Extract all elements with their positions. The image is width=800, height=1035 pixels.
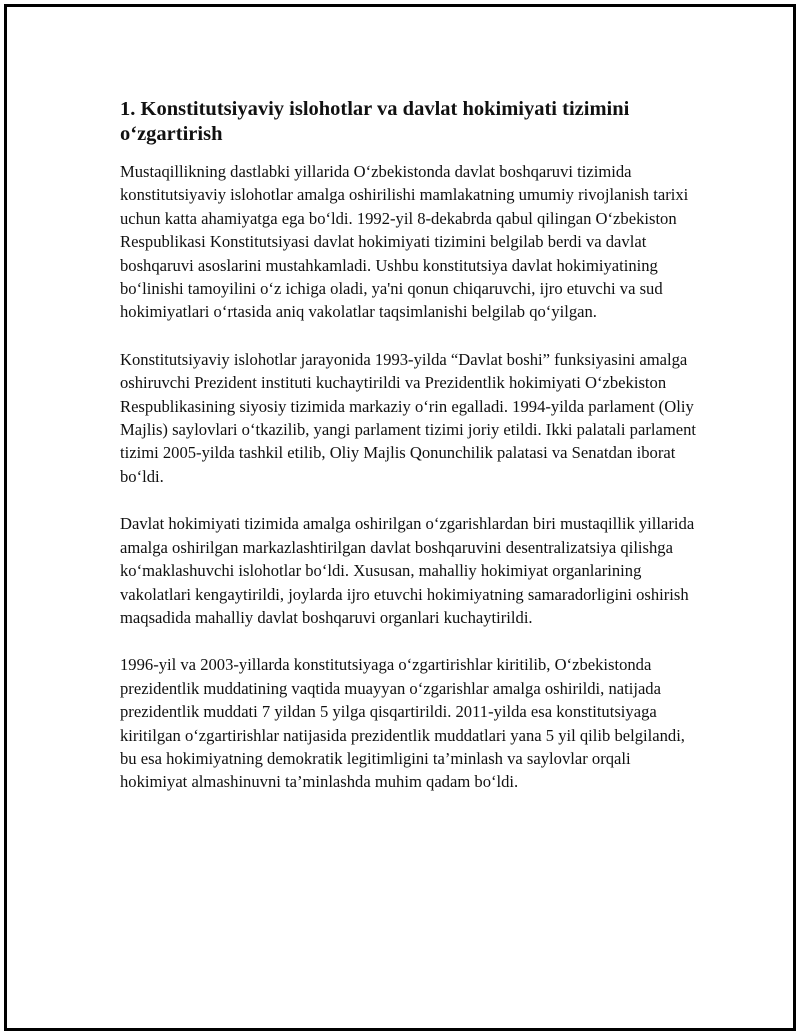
paragraph-2: Konstitutsiyaviy islohotlar jarayonida 1993-yilda “Davlat boshi” funksiyasini amalga oshiruvchi Prezident instituti kuchaytirildi va Prezidentlik hokimiyati O‘zbekiston Respublikasining siyosiy tizimida markaziy o‘rin egalladi. 1994-yilda parlament (Oliy Majlis) saylovlari o‘tkazilib, yangi parlament tizimi joriy etildi. Ikki palatali parlament tizimi 2005-yilda tashkil etilib, Oliy Majlis Qonunchilik palatasi va Senatdan iborat bo‘ldi.	[120, 349, 697, 486]
paragraph-1: Mustaqillikning dastlabki yillarida O‘zbekistonda davlat boshqaruvi tizimida konstitutsiyaviy islohotlar amalga oshirilishi mamlakatning umumiy rivojlanish tarixi uchun katta ahamiyatga ega bo‘ldi. 1992-yil 8-dekabrda qabul qilingan O‘zbekiston Respublikasi Konstitutsiyasi davlat hokimiyati tizimini belgilab berdi va davlat boshqaruvi asoslarini mustahkamladi. Ushbu konstitutsiya davlat hokimiyatining bo‘linishi tamoyilini o‘z ichiga oladi, ya'ni qonun chiqaruvchi, ijro etuvchi va sud hokimiyatlari o‘rtasida aniq vakolatlar taqsimlanishi belgilab qo‘yilgan.	[120, 162, 689, 322]
document-page	[4, 4, 796, 1031]
document-body	[120, 97, 700, 818]
paragraph-3: Davlat hokimiyati tizimida amalga oshirilgan o‘zgarishlardan biri mustaqillik yillarida amalga oshirilgan markazlashtirilgan davlat boshqaruvini desentralizatsiya qilishga ko‘maklashuvchi islohotlar bo‘ldi. Xususan, mahalliy hokimiyat organlarining vakolatlari kengaytirildi, joylarda ijro etuvchi hokimiyatning samaradorligini oshirish maqsadida mahalliy davlat boshqaruvi organlari kuchaytirildi.	[120, 514, 695, 627]
paragraph-4: 1996-yil va 2003-yillarda konstitutsiyaga o‘zgartirishlar kiritilib, O‘zbekistonda prezidentlik muddatining vaqtida muayyan o‘zgarishlar amalga oshirildi, natijada prezidentlik muddati 7 yildan 5 yilga qisqartirildi. 2011-yilda esa konstitutsiyaga kiritilgan o‘zgartirishlar natijasida prezidentlik muddatlari yana 5 yil qilib belgilandi, bu esa hokimiyatning demokratik legitimligini ta’minlash va saylovlar orqali hokimiyat almashinuvni ta’minlashda muhim qadam bo‘ldi.	[120, 655, 685, 792]
section-heading: 1. Konstitutsiyaviy islohotlar va davlat hokimiyati tizimini o‘zgartirish	[120, 98, 630, 145]
